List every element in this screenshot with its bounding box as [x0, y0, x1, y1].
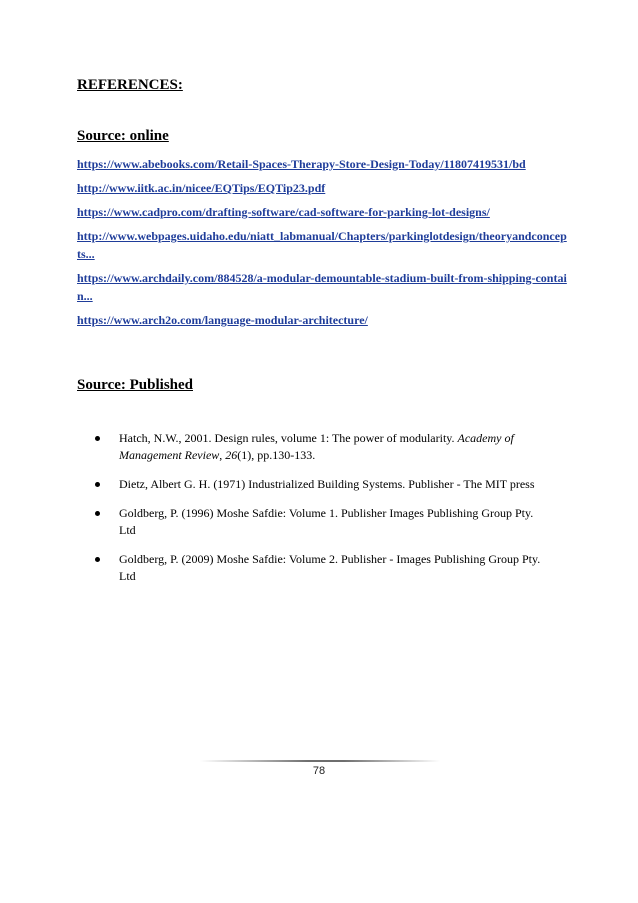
list-item [91, 551, 551, 585]
list-item [91, 430, 551, 464]
bullet-icon [95, 557, 100, 562]
list-item [77, 179, 567, 197]
list-item [91, 476, 551, 493]
bullet-icon [95, 436, 100, 441]
link-cadpro[interactable]: https://www.cadpro.com/drafting-software/cad-software-for-parking-lot-designs/ [77, 205, 490, 219]
references-heading: REFERENCES: [77, 77, 183, 93]
list-item [77, 311, 567, 329]
list-item [77, 269, 567, 305]
journal-title: Academy of Management Review [119, 431, 514, 462]
footer-divider [200, 760, 440, 762]
published-references-list [91, 430, 551, 597]
list-item [77, 203, 567, 221]
list-item [91, 505, 551, 539]
online-links-list [77, 155, 567, 335]
link-iitk[interactable]: http://www.iitk.ac.in/nicee/EQTips/EQTip23.pdf [77, 181, 326, 195]
published-sources-heading: Source: Published [77, 377, 193, 393]
reference-text: Hatch, N.W., 2001. Design rules, volume 1: The power of modularity. [119, 431, 458, 445]
link-uidaho[interactable]: http://www.webpages.uidaho.edu/niatt_labmanual/Chapters/parkinglotdesign/theoryandconcepts... [77, 229, 567, 261]
list-item [77, 155, 567, 173]
link-arch2o[interactable]: https://www.arch2o.com/language-modular-architecture/ [77, 313, 368, 327]
reference-text: Goldberg, P. (2009) Moshe Safdie: Volume 2. Publisher - Images Publishing Group Pty. Ltd [119, 552, 541, 583]
reference-text: Goldberg, P. (1996) Moshe Safdie: Volume 1. Publisher Images Publishing Group Pty. Ltd [119, 506, 534, 537]
link-archdaily[interactable]: https://www.archdaily.com/884528/a-modular-demountable-stadium-built-from-shipping-contain... [77, 271, 567, 303]
journal-volume: 26 [225, 448, 238, 462]
link-abebooks[interactable]: https://www.abebooks.com/Retail-Spaces-Therapy-Store-Design-Today/11807419531/bd [77, 157, 526, 171]
reference-text: , [219, 448, 226, 462]
page-number: 78 [312, 765, 326, 777]
bullet-icon [95, 482, 100, 487]
reference-text: (1), pp.130-133. [237, 448, 316, 462]
online-sources-heading: Source: online [77, 128, 169, 144]
bullet-icon [95, 511, 100, 516]
list-item [77, 227, 567, 263]
reference-text: Dietz, Albert G. H. (1971) Industrialized Building Systems. Publisher - The MIT press [119, 477, 535, 491]
